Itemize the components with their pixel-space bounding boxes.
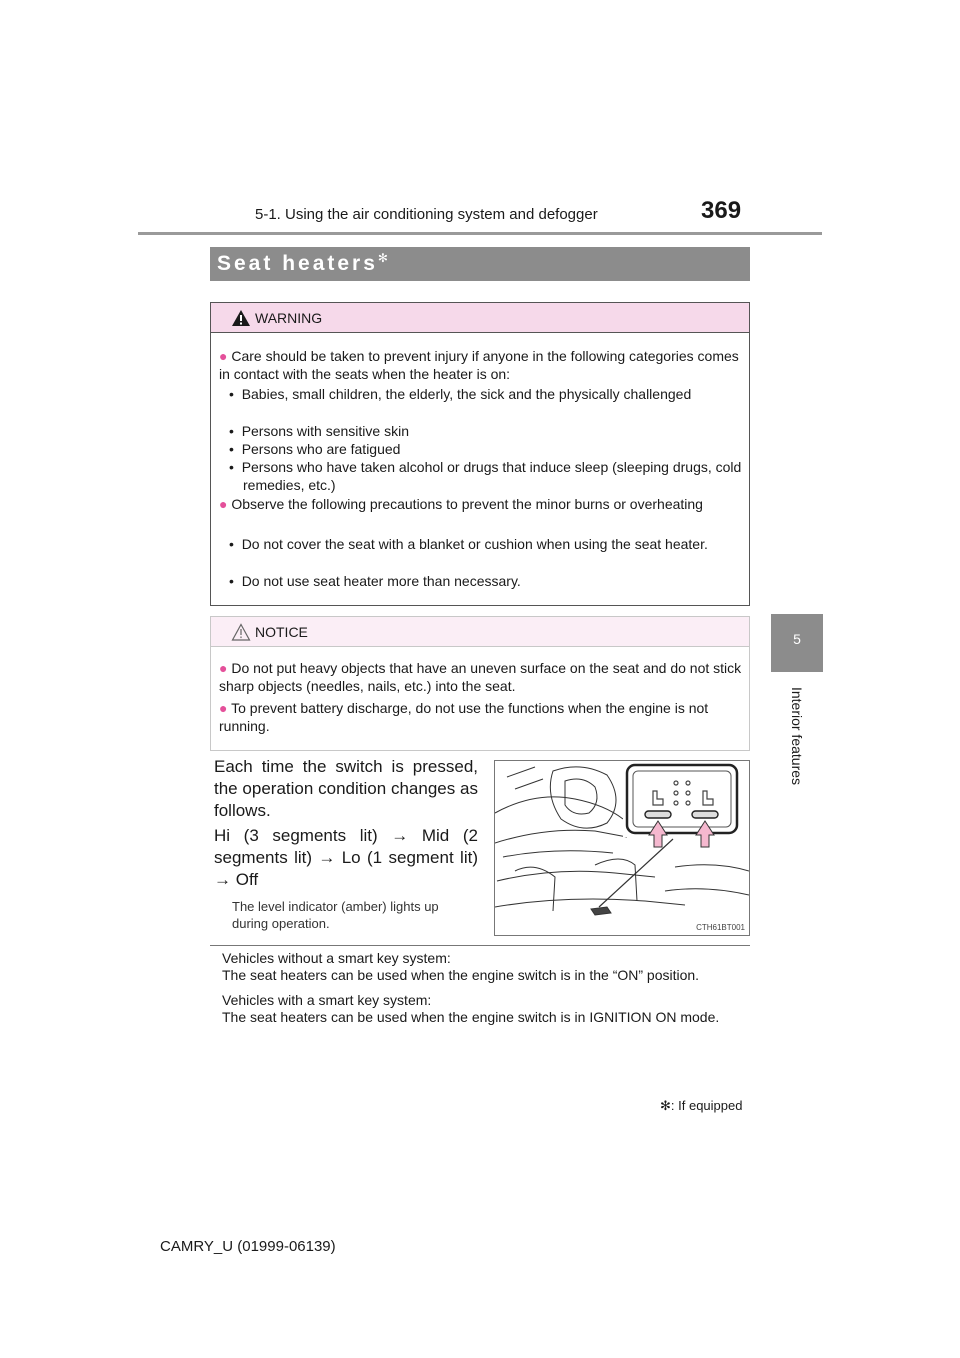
- operation-intro: Each time the switch is pressed, the operation condition changes as follows.: [214, 757, 478, 820]
- section-divider: [210, 945, 750, 946]
- warning-item-2: [219, 495, 743, 513]
- section-title: [217, 251, 388, 276]
- warning-sub-1-text: Babies, small children, the elderly, the sick and the physically challenged: [241, 386, 692, 402]
- chapter-label: Interior features: [789, 686, 805, 786]
- caution-triangle-icon: [231, 623, 251, 641]
- warning-sub-6: • Do not use seat heater more than necessary.: [229, 573, 521, 589]
- bullet-icon: ●: [219, 660, 228, 676]
- notice-item-2-text: To prevent battery discharge, do not use the functions when the engine is not running.: [219, 700, 709, 734]
- bullet-icon: ●: [219, 348, 228, 364]
- warning-header: [211, 303, 749, 332]
- console-drawing: [495, 761, 749, 935]
- no-smart-key-heading: Vehicles without a smart key system:: [222, 950, 451, 966]
- if-equipped-footnote: [660, 1098, 742, 1114]
- footnote-text: : If equipped: [670, 1098, 743, 1113]
- notice-label: NOTICE: [255, 624, 308, 640]
- warning-sub-6-text: Do not use seat heater more than necessary.: [241, 573, 521, 589]
- smart-key-text: The seat heaters can be used when the engine switch is in IGNITION ON mode.: [222, 1009, 720, 1025]
- warning-box: [210, 302, 750, 606]
- warning-sub-5-text: Do not cover the seat with a blanket or cushion when using the seat heater.: [241, 536, 708, 552]
- header-rule: [138, 232, 822, 235]
- warning-sub-1: • Babies, small children, the elderly, the sick and the physically challenged: [229, 386, 692, 402]
- seat-heater-switch-illustration: [494, 760, 750, 936]
- smart-key-heading: Vehicles with a smart key system:: [222, 992, 432, 1008]
- warning-sub-2-text: Persons with sensitive skin: [241, 423, 409, 439]
- warning-item-1-text: Care should be taken to prevent injury if anyone in the following categories comes in contact with the seats when the heater is on:: [219, 348, 739, 382]
- figure-code: CTH61BT001: [696, 923, 745, 932]
- smart-key-note: [222, 992, 748, 1026]
- footnote-mark: ✻: [660, 1098, 671, 1113]
- notice-body: [211, 646, 749, 750]
- warning-item-1: [219, 347, 743, 383]
- notice-item-2: [219, 699, 743, 735]
- warning-sub-3: • Persons who are fatigued: [229, 441, 401, 457]
- bullet-icon: ●: [219, 496, 228, 512]
- chapter-number: 5: [793, 631, 801, 647]
- notice-box: [210, 616, 750, 751]
- chapter-tab[interactable]: [771, 614, 823, 672]
- warning-sub-4: • Persons who have taken alcohol or drugs that induce sleep (sleeping drugs, cold remedies, etc.): [229, 459, 742, 493]
- if-equipped-mark: ✻: [377, 251, 388, 265]
- warning-sub-5: • Do not cover the seat with a blanket or cushion when using the seat heater.: [229, 536, 708, 552]
- warning-sub-4-text: Persons who have taken alcohol or drugs that induce sleep (sleeping drugs, cold remedies, etc.): [241, 459, 742, 493]
- warning-label: WARNING: [255, 310, 323, 326]
- warning-item-2-text: Observe the following precautions to prevent the minor burns or overheating: [231, 496, 703, 512]
- notice-item-1-text: Do not put heavy objects that have an uneven surface on the seat and do not stick sharp objects (needles, nails, etc.) into the seat.: [219, 660, 742, 694]
- notice-header: [211, 617, 749, 646]
- no-smart-key-text: The seat heaters can be used when the engine switch is in the “ON” position.: [222, 967, 700, 983]
- no-smart-key-note: [222, 950, 748, 984]
- warning-body: [211, 332, 749, 605]
- notice-item-1: [219, 659, 743, 695]
- footer-document-code: CAMRY_U (01999-06139): [160, 1238, 336, 1255]
- operation-sequence: Hi (3 segments lit) → Mid (2 segments lit) → Lo (1 segment lit) → Off: [214, 826, 478, 889]
- warning-triangle-icon: [231, 309, 251, 327]
- bullet-icon: ●: [219, 700, 228, 716]
- page-number: 369: [701, 197, 742, 224]
- section-title-bar: [210, 247, 750, 281]
- header-section-title: 5-1. Using the air conditioning system and defogger: [255, 206, 598, 223]
- indicator-note: The level indicator (amber) lights up during operation.: [232, 899, 439, 931]
- warning-sub-2: • Persons with sensitive skin: [229, 423, 409, 439]
- warning-sub-3-text: Persons who are fatigued: [241, 441, 401, 457]
- section-title-text: Seat heaters: [217, 252, 378, 275]
